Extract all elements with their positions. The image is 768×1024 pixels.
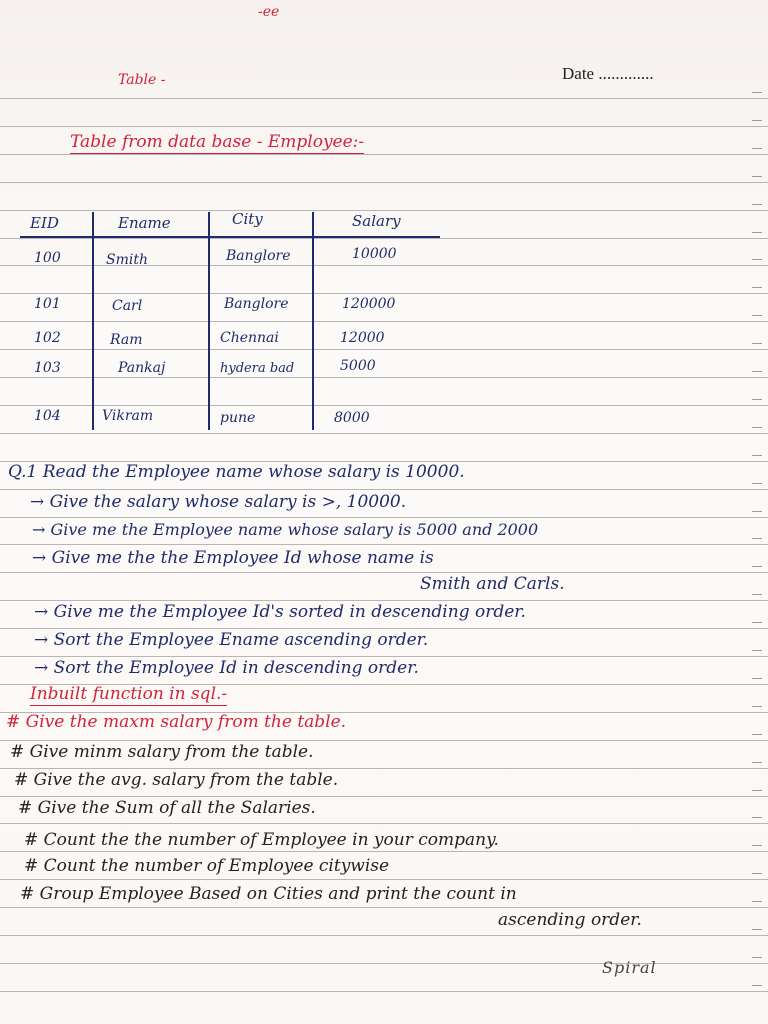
margin-tick	[752, 929, 762, 930]
table-cell: hydera bad	[220, 361, 295, 376]
ruled-line	[0, 489, 768, 490]
table-cell: Chennai	[220, 330, 279, 346]
ruled-line	[0, 600, 768, 601]
margin-tick	[752, 343, 762, 344]
function-line: # Give the avg. salary from the table.	[14, 770, 339, 790]
margin-tick	[752, 538, 762, 539]
question-line: → Give me the Employee Id's sorted in descending order.	[34, 602, 526, 622]
margin-tick	[752, 427, 762, 428]
column-divider	[208, 212, 210, 430]
table-label: Table -	[118, 72, 166, 88]
function-line: # Give the Sum of all the Salaries.	[18, 798, 316, 818]
column-divider	[312, 212, 314, 430]
ruled-line	[0, 768, 768, 769]
ruled-line	[0, 656, 768, 657]
date-label: Date .............	[562, 64, 654, 83]
ruled-line	[0, 879, 768, 880]
ruled-line	[0, 321, 768, 322]
margin-tick	[752, 259, 762, 260]
column-header: City	[232, 210, 263, 228]
margin-tick	[752, 845, 762, 846]
table-cell: 101	[34, 296, 61, 312]
margin-tick	[752, 566, 762, 567]
ruled-line	[0, 433, 768, 434]
ruled-line	[0, 377, 768, 378]
ruled-line	[0, 349, 768, 350]
margin-tick	[752, 399, 762, 400]
margin-tick	[752, 622, 762, 623]
table-cell: 5000	[340, 358, 376, 374]
margin-tick	[752, 734, 762, 735]
margin-tick	[752, 706, 762, 707]
question-line: → Sort the Employee Ename ascending order.	[34, 630, 429, 650]
ruled-line	[0, 572, 768, 573]
ruled-line	[0, 991, 768, 992]
margin-tick	[752, 204, 762, 205]
margin-tick	[752, 957, 762, 958]
page-title: Table from data base - Employee:-	[70, 132, 365, 152]
margin-tick	[752, 762, 762, 763]
margin-tick	[752, 92, 762, 93]
margin-tick	[752, 120, 762, 121]
ruled-line	[0, 98, 768, 99]
margin-tick	[752, 232, 762, 233]
margin-tick	[752, 873, 762, 874]
ruled-line	[0, 740, 768, 741]
column-divider	[92, 212, 94, 430]
function-line: ascending order.	[498, 910, 642, 930]
function-line: # Count the the number of Employee in your company.	[24, 830, 499, 850]
question-line: → Give me the the Employee Id whose name is	[32, 548, 434, 568]
question-line: → Give the salary whose salary is >, 10000.	[30, 492, 407, 512]
margin-tick	[752, 817, 762, 818]
function-line: # Give the maxm salary from the table.	[6, 712, 347, 732]
table-cell: 12000	[340, 330, 385, 346]
margin-tick	[752, 511, 762, 512]
margin-tick	[752, 287, 762, 288]
signature: Spiral	[602, 958, 657, 977]
table-cell: Banglore	[226, 248, 291, 264]
table-cell: Vikram	[102, 408, 154, 424]
table-cell: 8000	[334, 410, 370, 426]
margin-tick	[752, 650, 762, 651]
table-cell: 100	[34, 250, 61, 266]
margin-tick	[752, 176, 762, 177]
margin-tick	[752, 901, 762, 902]
column-header: Ename	[118, 214, 171, 232]
ruled-line	[0, 293, 768, 294]
margin-tick	[752, 148, 762, 149]
margin-tick	[752, 371, 762, 372]
margin-tick	[752, 455, 762, 456]
margin-tick	[752, 594, 762, 595]
ruled-line	[0, 154, 768, 155]
table-cell: 103	[34, 360, 61, 376]
margin-tick	[752, 315, 762, 316]
ruled-line	[0, 544, 768, 545]
table-cell: pune	[220, 410, 256, 426]
margin-tick	[752, 483, 762, 484]
column-header: EID	[30, 214, 59, 232]
function-line: # Count the number of Employee citywise	[24, 856, 390, 876]
top-mark: -ee	[258, 4, 280, 20]
ruled-line	[0, 405, 768, 406]
ruled-line	[0, 238, 768, 239]
margin-tick	[752, 985, 762, 986]
table-cell: Ram	[110, 332, 143, 348]
header-underline	[20, 236, 440, 238]
table-cell: Pankaj	[118, 360, 166, 376]
function-line: # Group Employee Based on Cities and print the count in	[20, 884, 517, 904]
ruled-line	[0, 935, 768, 936]
question-line: → Sort the Employee Id in descending order.	[34, 658, 419, 678]
section-heading: Inbuilt function in sql.-	[30, 684, 228, 704]
ruled-line	[0, 628, 768, 629]
ruled-line	[0, 517, 768, 518]
table-cell: 10000	[352, 246, 397, 262]
table-cell: Banglore	[224, 296, 289, 312]
table-cell: 102	[34, 330, 61, 346]
margin-tick	[752, 678, 762, 679]
ruled-line	[0, 126, 768, 127]
table-cell: 120000	[342, 296, 396, 312]
table-cell: Carl	[112, 298, 143, 314]
ruled-line	[0, 851, 768, 852]
question-line: Smith and Carls.	[420, 574, 565, 594]
ruled-line	[0, 210, 768, 211]
margin-tick	[752, 790, 762, 791]
ruled-line	[0, 796, 768, 797]
ruled-line	[0, 907, 768, 908]
ruled-line	[0, 823, 768, 824]
table-cell: Smith	[106, 252, 148, 268]
table-cell: 104	[34, 408, 61, 424]
question-line: Q.1 Read the Employee name whose salary is 10000.	[8, 462, 465, 482]
question-line: → Give me the Employee name whose salary is 5000 and 2000	[32, 520, 539, 539]
column-header: Salary	[352, 212, 401, 230]
ruled-line	[0, 182, 768, 183]
function-line: # Give minm salary from the table.	[10, 742, 314, 762]
